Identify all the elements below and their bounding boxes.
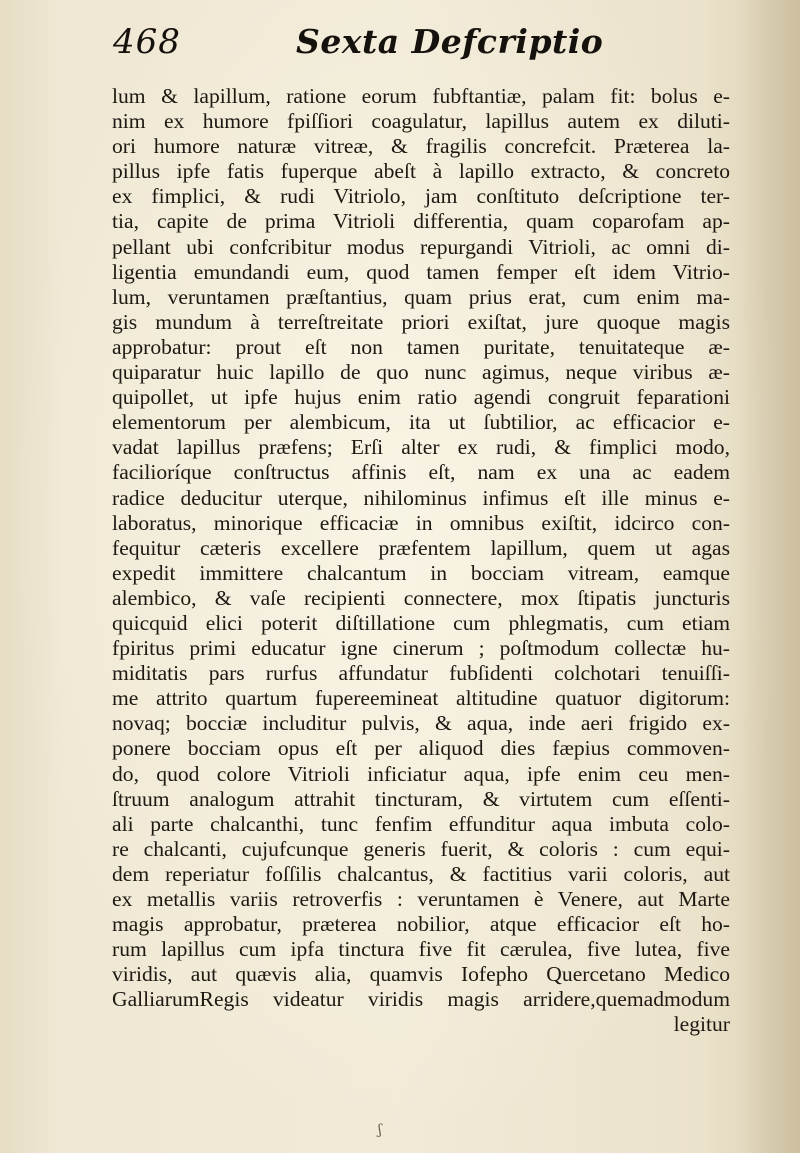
text-line: dem reperiatur foſſilis chalcantus, & factitius varii coloris, aut <box>112 861 730 886</box>
text-line: ex fimplici, & rudi Vitriolo, jam conſtituto deſcriptione ter- <box>112 184 730 209</box>
text-line: re chalcanti, cujufcunque generis fuerit, & coloris : cum equi- <box>112 836 730 861</box>
text-line: pellant ubi confcribitur modus repurgandi Vitrioli, ac omni di- <box>112 234 730 259</box>
text-line: facilioríque conſtructus affinis eſt, nam ex una ac eadem <box>112 460 730 485</box>
running-title: Sexta Defcriptio <box>296 22 604 61</box>
text-line: radice deducitur uterque, nihilominus infimus eſt ille minus e- <box>112 485 730 510</box>
catchword: legitur <box>673 1012 730 1037</box>
text-line: ori humore naturæ vitreæ, & fragilis concrefcit. Præterea la- <box>112 134 730 159</box>
page-number: 468 <box>113 22 181 62</box>
text-line: approbatur: prout eſt non tamen puritate, tenuitateque æ- <box>112 334 730 359</box>
text-line: miditatis pars rurfus affundatur fubſidenti colchotari tenuiſſi- <box>112 661 730 686</box>
text-line: viridis, aut quævis alia, quamvis Iofepho Quercetano Medico <box>112 962 730 987</box>
text-line: ligentia emundandi eum, quod tamen femper eſt idem Vitrio- <box>112 259 730 284</box>
text-line: fpiritus primi educatur igne cinerum ; poſtmodum collectæ hu- <box>112 636 730 661</box>
text-line: ex metallis variis retroverfis : veruntamen è Venere, aut Marte <box>112 887 730 911</box>
text-line: expedit immittere chalcantum in bocciam vitream, eamque <box>112 560 730 585</box>
text-line: tia, capite de prima Vitrioli differentia, quam coparofam ap- <box>112 209 730 234</box>
body-text <box>112 84 730 1038</box>
text-line: ſtruum analogum attrahit tincturam, & virtutem cum eſſenti- <box>112 786 730 811</box>
text-line: alembico, & vaſe recipienti connectere, mox ſtipatis juncturis <box>112 585 730 610</box>
text-line: quiparatur huic lapillo de quo nunc agimus, neque viribus æ- <box>112 360 730 385</box>
text-line: do, quod colore Vitrioli inficiatur aqua, ipfe enim ceu men- <box>112 761 730 786</box>
text-line: laboratus, minorique efficaciæ in omnibus exiſtit, idcirco con- <box>112 510 730 535</box>
text-line: novaq; bocciæ includitur pulvis, & aqua, inde aeri frigido ex- <box>112 711 730 736</box>
text-line: magis approbatur, præterea nobilior, atque efficacior eſt ho- <box>112 912 730 937</box>
text-line: me attrito quartum fupereemineat altitudine quatuor digitorum: <box>112 686 730 711</box>
ink-mark: ʃ <box>378 1122 382 1138</box>
text-line: lum & lapillum, ratione eorum fubftantiæ, palam fit: bolus e- <box>112 84 730 108</box>
text-line: pillus ipfe fatis fuperque abeſt à lapillo extracto, & concreto <box>112 159 730 184</box>
text-line: quipollet, ut ipfe hujus enim ratio agendi congruit feparationi <box>112 385 730 410</box>
text-line: quicquid elici poterit diſtillatione cum phlegmatis, cum etiam <box>112 610 730 635</box>
text-line: fequitur cæteris excellere præfentem lapillum, quem ut agas <box>112 535 730 560</box>
text-line: ali parte chalcanthi, tunc fenfim effunditur aqua imbuta colo- <box>112 811 730 836</box>
text-line: elementorum per alembicum, ita ut ſubtilior, ac efficacior e- <box>112 410 730 435</box>
text-line: gis mundum à terreſtreitate priori exiſtat, jure quoque magis <box>112 309 730 334</box>
text-line: lum, veruntamen præſtantius, quam prius erat, cum enim ma- <box>112 284 730 309</box>
text-line: GalliarumRegis videatur viridis magis arridere,quemadmodum <box>112 987 730 1012</box>
text-line: rum lapillus cum ipfa tinctura five fit cærulea, five lutea, five <box>112 937 730 962</box>
text-line: ponere bocciam opus eſt per aliquod dies fæpius commoven- <box>112 736 730 761</box>
text-line: nim ex humore fpiſſiori coagulatur, lapillus autem ex diluti- <box>112 109 730 134</box>
page-gutter-shadow <box>740 0 800 1153</box>
text-line: vadat lapillus præfens; Erſi alter ex rudi, & fimplici modo, <box>112 435 730 460</box>
